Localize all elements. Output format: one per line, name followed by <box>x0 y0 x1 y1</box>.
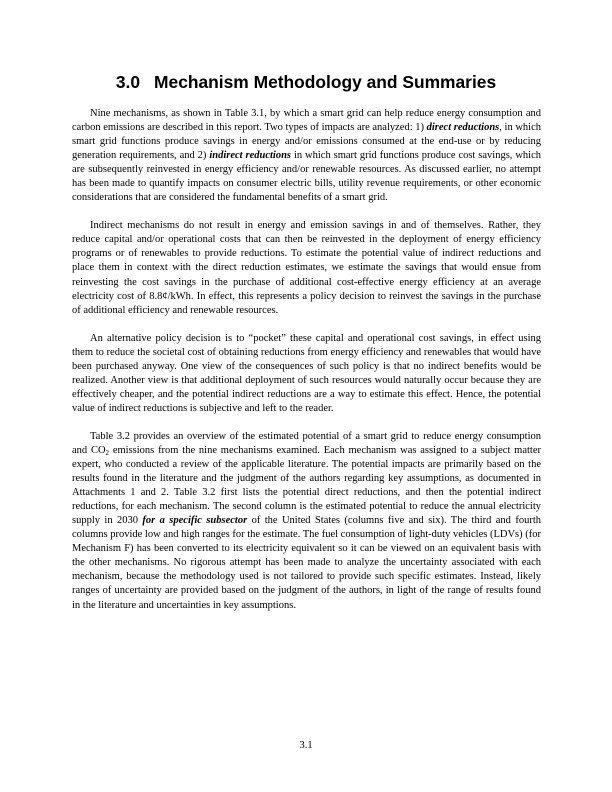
direct-reductions-term: direct reductions <box>426 122 500 134</box>
subscript: 2 <box>105 448 110 457</box>
page-number: 3.1 <box>299 740 313 751</box>
specific-subsector-emphasis: for a specific subsector <box>142 515 248 527</box>
paragraph-text: , in which smart grid functions produce savings in energy and/or emissions consumed at the end-use or by reducing generation requirements, and 2) <box>72 122 542 162</box>
section-number: 3.0 <box>115 72 141 92</box>
paragraph-text: of the United States (columns five and six). The third and fourth columns provide low and high ranges for the estimate. The fuel consumption of light-duty vehicles (LDVs) (for Mechanism F) has been converted to its electricity equivalent so it can be viewed on an equivalent basis with the other mechanisms. No rigorous attempt has been made to analyze the uncertainty associated with each mechanism, because the methodology used is not tailored to provide such specific estimates. Instead, likely ranges of uncertainty are provided based on the judgment of the authors, in light of the range of results found in the literature and uncertainties in key assumptions. <box>72 515 541 611</box>
paragraph-text: Indirect mechanisms do not result in energy and emission savings in and of themselves. Rather, they reduce capital and/or operational costs that can then be reinvested in the deployment of energy efficiency programs or of renewables to provide reductions. To estimate the potential value of indirect reductions and place them in context with the direct reduction estimates, we estimate the savings that would ensue from reinvesting the cost savings in the purchase of additional cost-effective energy efficiency at an average electricity cost of 8.8¢/kWh. In effect, this represents a policy decision to reinvest the savings in the purchase of additional efficiency and renewable resources. <box>72 220 541 316</box>
indirect-reductions-term: indirect reductions <box>209 150 292 162</box>
section-heading <box>0 72 612 92</box>
paragraph-text: An alternative policy decision is to “pocket” these capital and operational cost savings, in effect using them to reduce the societal cost of obtaining reductions from energy efficiency and renewables that would have been purchased anyway. One view of the consequences of such policy is that no indirect benefits would be realized. Another view is that additional deployment of such resources would naturally occur because they are effectively cheaper, and the potential indirect reductions are a way to estimate this effect. Hence, the potential value of indirect reductions is subjective and left to the reader. <box>72 332 541 414</box>
paragraph-table-overview <box>72 430 541 613</box>
paragraph-text: in which smart grid functions produce cost savings, which are subsequently reinvested in energy efficiency and/or renewable resources. As discussed earlier, no attempt has been made to quantify impacts on consumer electric bills, utility revenue requirements, or other economic considerations that are considered the fundamental benefits of a smart grid. <box>72 150 541 204</box>
paragraph-alternative-policy <box>72 332 541 416</box>
section-title: Mechanism Methodology and Summaries <box>154 72 497 92</box>
paragraph-text: Table 3.2 provides an overview of the estimated potential of a smart grid to reduce energy consumption and CO <box>72 430 541 456</box>
paragraph-text: Nine mechanisms, as shown in Table 3.1, by which a smart grid can help reduce energy consumption and carbon emissions are described in this report. Two types of impacts are analyzed: 1) <box>72 108 541 134</box>
paragraph-indirect-mechanisms <box>72 219 541 317</box>
body-text <box>72 107 541 627</box>
paragraph-text: emissions from the nine mechanisms examined. Each mechanism was assigned to a subject matter expert, who conducted a review of the applicable literature. The potential impacts are primarily based on the results found in the literature and the judgment of the authors regarding key assumptions, as documented in Attachments 1 and 2. Table 3.2 first lists the potential direct reductions, and then the potential indirect reductions, for each mechanism. The second column is the estimated potential to reduce the annual electricity supply in 2030 <box>72 444 541 527</box>
paragraph-impact-types <box>72 107 541 205</box>
